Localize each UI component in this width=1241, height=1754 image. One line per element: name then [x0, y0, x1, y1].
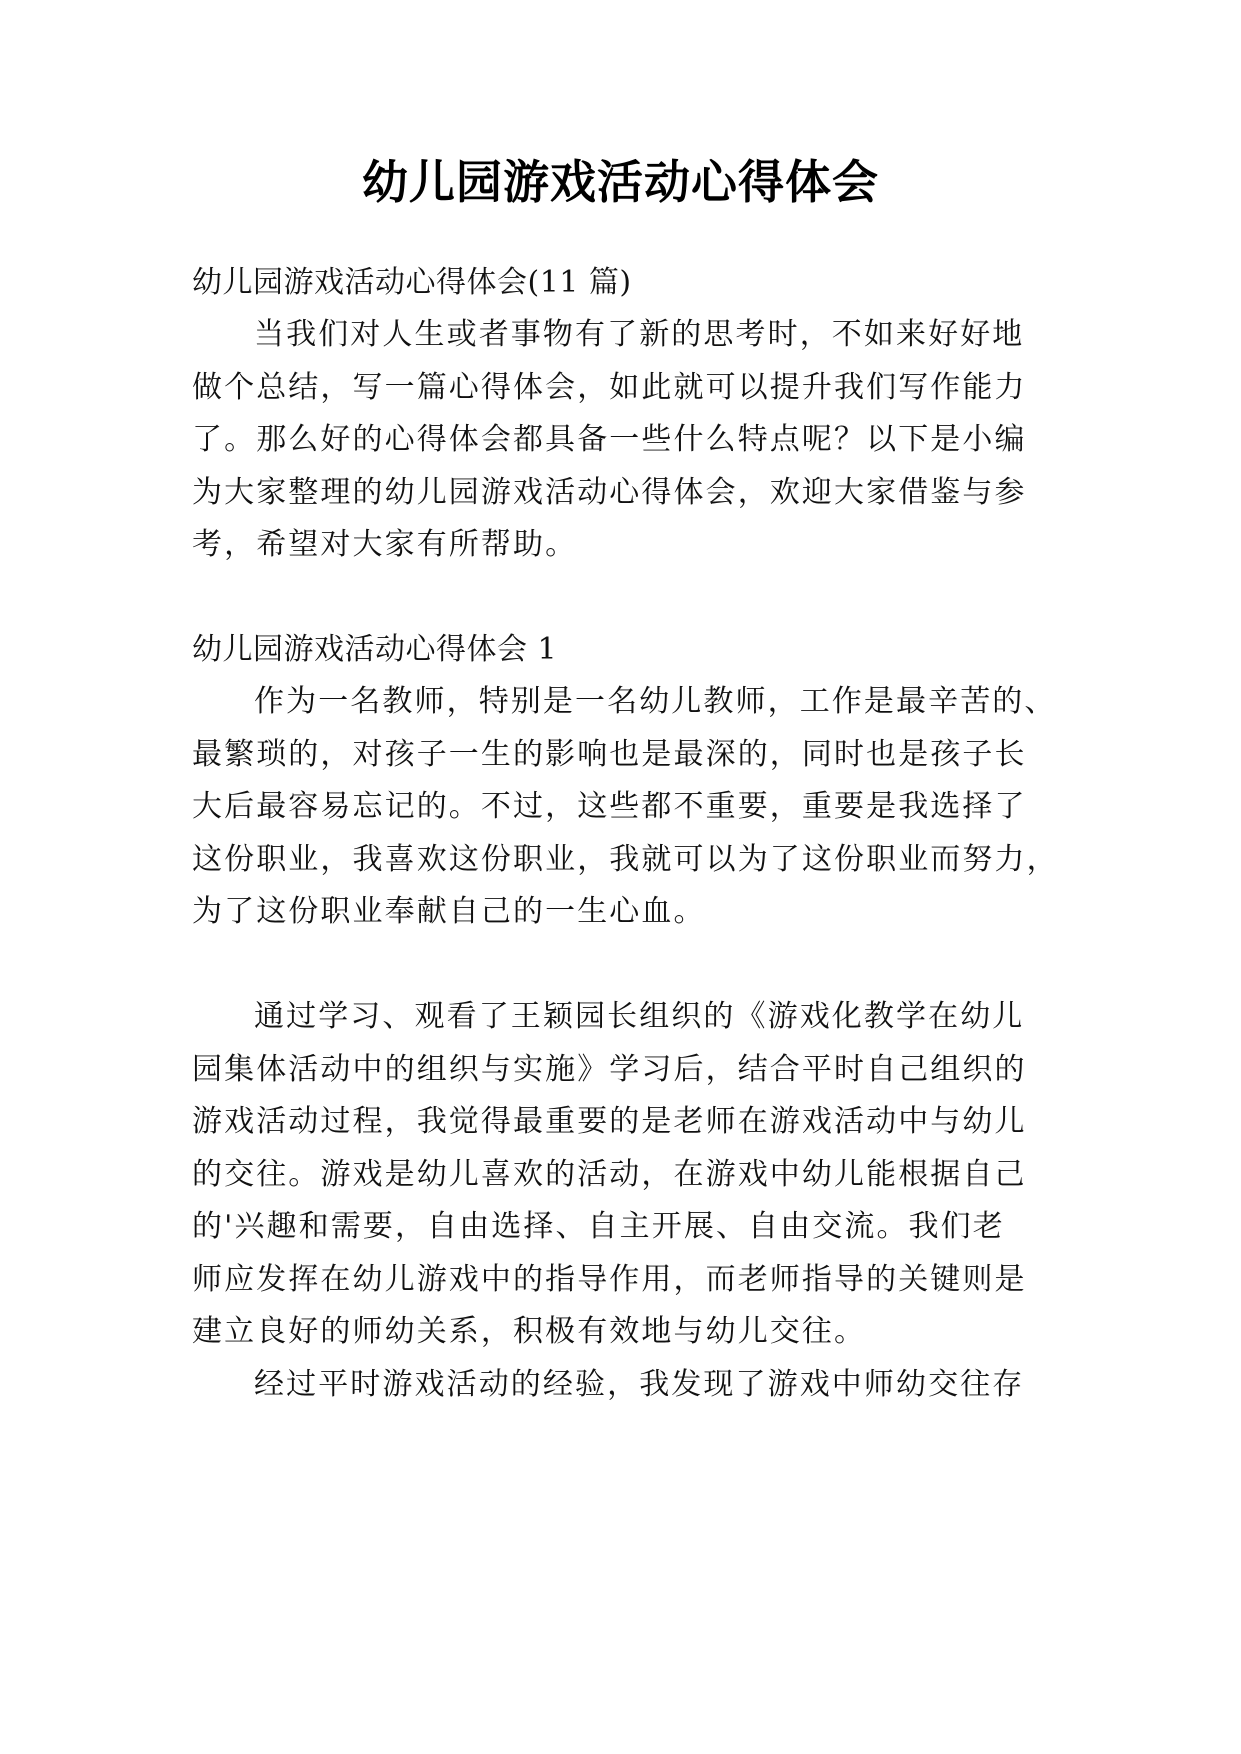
paragraph-line: 的'兴趣和需要，自由选择、自主开展、自由交流。我们老: [192, 1209, 1005, 1244]
paragraph-line: 为了这份职业奉献自己的一生心血。: [192, 894, 706, 929]
paragraph-line: 师应发挥在幼儿游戏中的指导作用，而老师指导的关键则是: [192, 1262, 1027, 1297]
paragraph-line: 这份职业，我喜欢这份职业，我就可以为了这份职业而努力，: [192, 842, 1059, 877]
intro-line: 当我们对人生或者事物有了新的思考时，不如来好好地: [254, 317, 1025, 352]
paragraph-line: 建立良好的师幼关系，积极有效地与幼儿交往。: [192, 1314, 867, 1349]
intro-line: 考，希望对大家有所帮助。: [192, 527, 578, 562]
intro-line: 了。那么好的心得体会都具备一些什么特点呢？以下是小编: [192, 422, 1027, 457]
section-heading: 幼儿园游戏活动心得体会 1: [192, 632, 558, 667]
document-title: 幼儿园游戏活动心得体会: [362, 155, 879, 209]
paragraph-line: 园集体活动中的组织与实施》学习后，结合平时自己组织的: [192, 1052, 1027, 1087]
paragraph-line: 作为一名教师，特别是一名幼儿教师，工作是最辛苦的、: [254, 684, 1057, 719]
intro-line: 做个总结，写一篇心得体会，如此就可以提升我们写作能力: [192, 370, 1027, 405]
paragraph-line: 游戏活动过程，我觉得最重要的是老师在游戏活动中与幼儿: [192, 1104, 1027, 1139]
intro-line: 为大家整理的幼儿园游戏活动心得体会，欢迎大家借鉴与参: [192, 475, 1027, 510]
paragraph-line: 大后最容易忘记的。不过，这些都不重要，重要是我选择了: [192, 789, 1027, 824]
paragraph-line: 最繁琐的，对孩子一生的影响也是最深的，同时也是孩子长: [192, 737, 1027, 772]
paragraph-line: 通过学习、观看了王颖园长组织的《游戏化教学在幼儿: [254, 999, 1025, 1034]
paragraph-line: 的交往。游戏是幼儿喜欢的活动，在游戏中幼儿能根据自己: [192, 1157, 1027, 1192]
paragraph-line: 经过平时游戏活动的经验，我发现了游戏中师幼交往存: [254, 1367, 1025, 1402]
document-subtitle: 幼儿园游戏活动心得体会(11 篇): [192, 265, 632, 300]
